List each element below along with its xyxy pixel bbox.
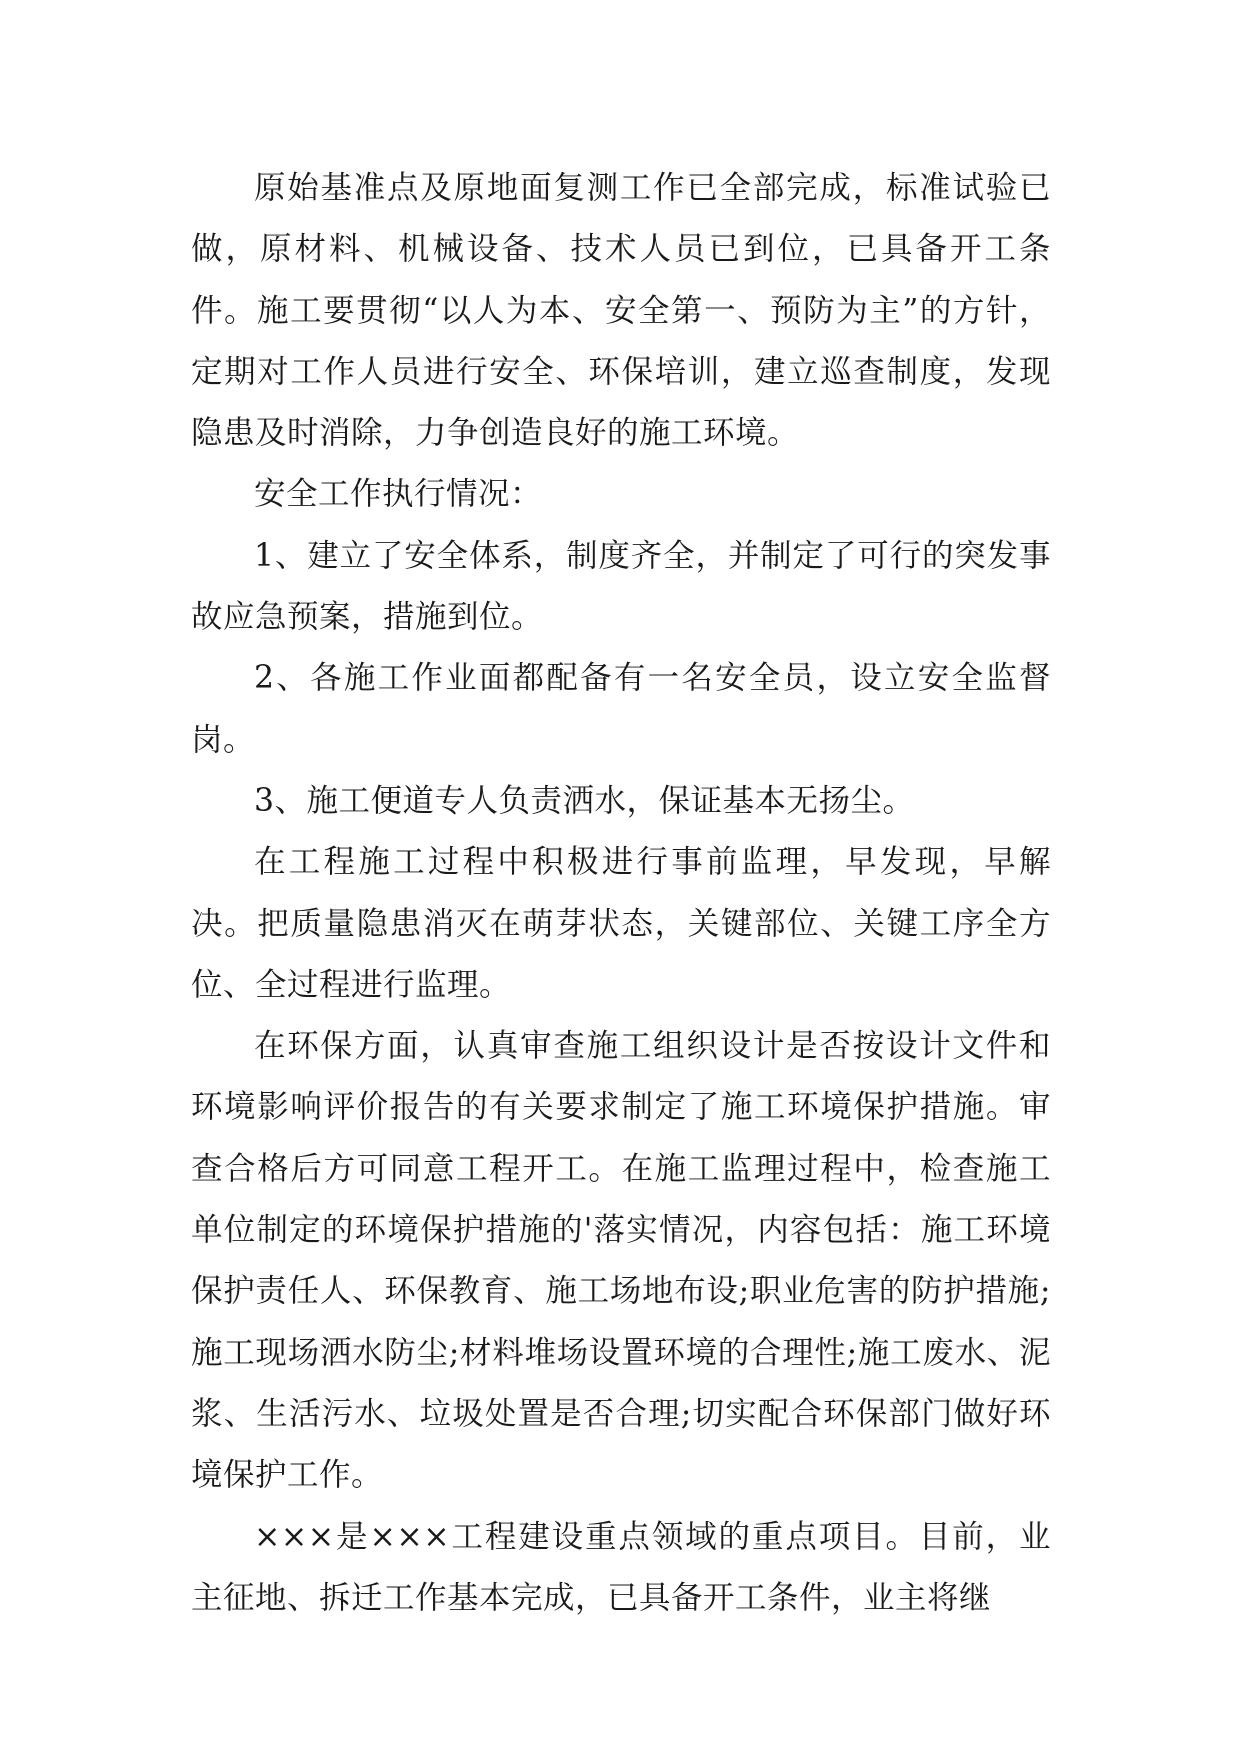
paragraph-environment: 在环保方面，认真审查施工组织设计是否按设计文件和环境影响评价报告的有关要求制定了施工环境保护措施。审查合格后方可同意工程开工。在施工监理过程中，检查施工单位制定的环境保护措施的'落实情况，内容包括：施工环境保护责任人、环保教育、施工场地布设;职业危害的防护措施;施工现场洒水防尘;材料堆场设置环境的合理性;施工废水、泥浆、生活污水、垃圾处置是否合理;切实配合环保部门做好环境保护工作。 xyxy=(191,1028,1051,1494)
paragraph-preparation: 原始基准点及原地面复测工作已全部完成，标准试验已做，原材料、机械设备、技术人员已到位，已具备开工条件。施工要贯彻“以人为本、安全第一、预防为主”的方针，定期对工作人员进行安全、环保培训，建立巡查制度，发现隐患及时消除，力争创造良好的施工环境。 xyxy=(191,170,1051,452)
paragraph-supervision: 在工程施工过程中积极进行事前监理，早发现，早解决。把质量隐患消灭在萌芽状态，关键部位、关键工序全方位、全过程进行监理。 xyxy=(191,844,1051,1003)
paragraph-safety-item-2: 2、各施工作业面都配备有一名安全员，设立安全监督岗。 xyxy=(191,660,1051,758)
paragraph-safety-heading: 安全工作执行情况： xyxy=(254,476,543,513)
document-body xyxy=(191,158,1051,1629)
paragraph-project: ×××是×××工程建设重点领域的重点项目。目前，业主征地、拆迁工作基本完成，已具备开工条件，业主将继 xyxy=(191,1518,1051,1616)
paragraph-safety-item-1: 1、建立了安全体系，制度齐全，并制定了可行的突发事故应急预案，措施到位。 xyxy=(191,537,1051,636)
paragraph-safety-item-3: 3、施工便道专人负责洒水，保证基本无扬尘。 xyxy=(254,782,915,819)
